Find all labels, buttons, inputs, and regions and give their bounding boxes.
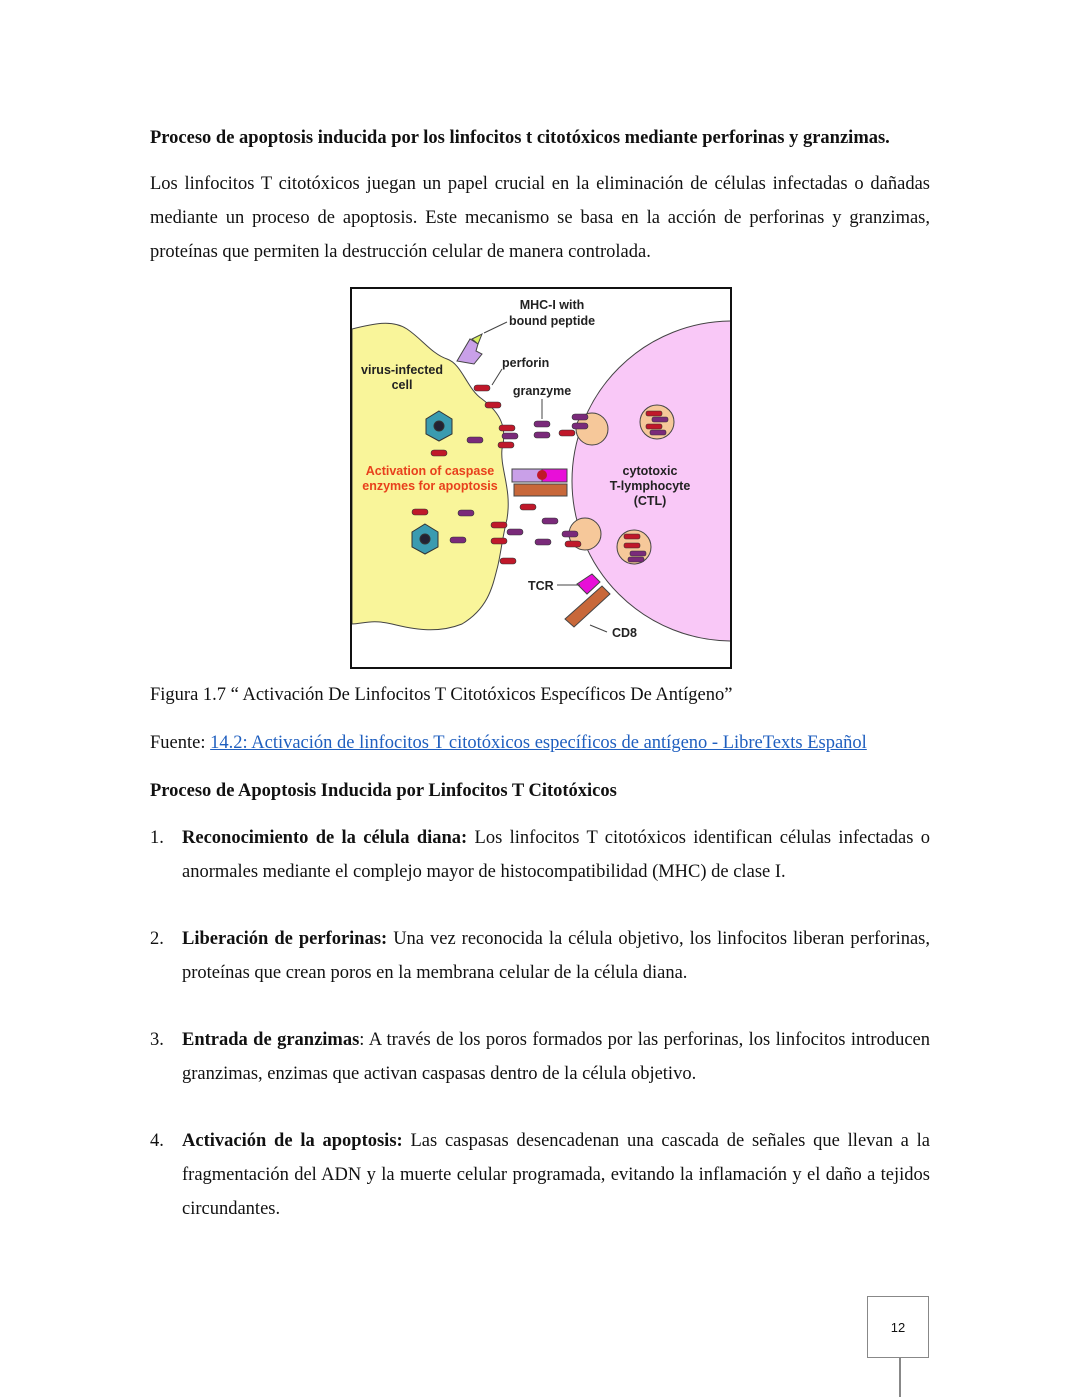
- steps-list: [150, 821, 930, 1259]
- mhc-peptide: [457, 322, 507, 364]
- page-number: 12: [867, 1296, 929, 1358]
- diagram-svg: [352, 289, 730, 667]
- figure-source: Fuente: 14.2: Activación de linfocitos T citotóxicos específicos de antígeno - LibreTexts Español: [150, 733, 867, 753]
- list-item: 2. Liberación de perforinas: Una vez reconocida la célula objetivo, los linfocitos liberan perforinas, proteínas que crean poros en la membrana celular de la célula diana.: [150, 929, 930, 983]
- label-virus-infected-cell: virus-infected cell: [361, 363, 443, 392]
- section-heading: Proceso de apoptosis inducida por los linfocitos t citotóxicos mediante perforinas y granzimas.: [150, 128, 890, 148]
- figure-apoptosis-diagram: [350, 287, 732, 669]
- label-caspase-activation: Activation of caspase enzymes for apoptosis: [362, 464, 498, 493]
- label-granzyme: granzyme: [512, 384, 572, 398]
- label-tcr: TCR: [528, 579, 554, 593]
- source-link[interactable]: 14.2: Activación de linfocitos T citotóxicos específicos de antígeno - LibreTexts Español: [210, 733, 867, 753]
- intro-paragraph: Los linfocitos T citotóxicos juegan un papel crucial en la eliminación de células infectadas o dañadas mediante un proceso de apoptosis. Este mecanismo se basa en la acción de perforinas y granzimas, proteínas que permiten la destrucción celular de manera controlada.: [150, 174, 930, 262]
- figure-caption: Figura 1.7 “ Activación De Linfocitos T Citotóxicos Específicos De Antígeno”: [150, 685, 733, 705]
- list-item: 3. Entrada de granzimas: A través de los poros formados por las perforinas, los linfocitos introducen granzimas, enzimas que activan caspasas dentro de la célula objetivo.: [150, 1030, 931, 1084]
- page-number-line: [899, 1358, 901, 1397]
- label-mhc: MHC-I with bound peptide: [508, 298, 596, 328]
- label-perforin: perforin: [502, 356, 550, 370]
- label-cd8: CD8: [612, 626, 638, 640]
- label-ctl: cytotoxic T-lymphocyte (CTL): [609, 464, 691, 508]
- subheading: Proceso de Apoptosis Inducida por Linfocitos T Citotóxicos: [150, 781, 617, 801]
- list-item: 4. Activación de la apoptosis: Las caspasas desencadenan una cascada de señales que llevan a la fragmentación del ADN y la muerte celular programada, evitando la inflamación y el daño a tejidos circundantes.: [150, 1131, 930, 1219]
- list-item: 1. Reconocimiento de la célula diana: Los linfocitos T citotóxicos identifican células infectadas o anormales mediante el complejo mayor de histocompatibilidad (MHC) de clase I.: [150, 828, 930, 882]
